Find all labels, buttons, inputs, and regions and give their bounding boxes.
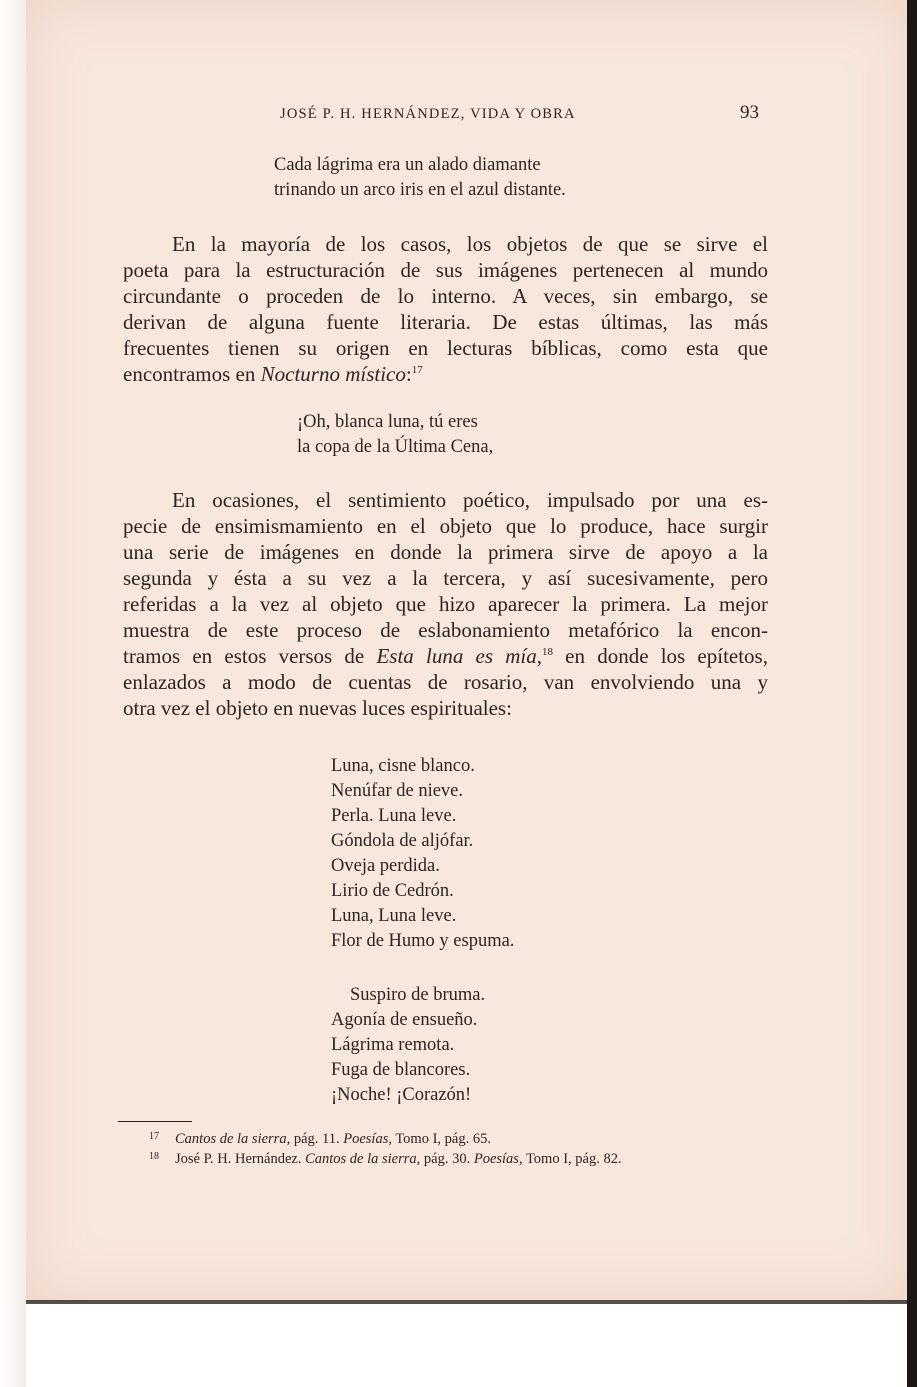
cited-title: Poesías, (343, 1131, 392, 1147)
page-number: 93 (740, 102, 759, 123)
verse-line: trinando un arco iris en el azul distante. (274, 180, 566, 200)
paper-bottom-edge (26, 1300, 911, 1304)
verse-quote-1 (274, 153, 566, 203)
paragraph-line: En ocasiones, el sentimiento poético, impulsado por una es- (172, 488, 768, 512)
scan-margin (0, 0, 26, 1387)
poem-stanza-2 (331, 983, 485, 1108)
paragraph-line: En la mayoría de los casos, los objetos de que se sirve el (172, 232, 768, 256)
paragraph-line: enlazados a modo de cuentas de rosario, van envolviendo una y (123, 670, 768, 694)
cited-title: Nocturno místico (260, 362, 406, 386)
paragraph-line: derivan de alguna fuente literaria. De estas últimas, las más (123, 310, 768, 334)
poem-line: Fuga de blancores. (331, 1060, 471, 1080)
text-run: en donde los epítetos, (552, 644, 768, 668)
poem-line: Lágrima remota. (331, 1035, 455, 1055)
poem-line: Góndola de aljófar. (331, 831, 474, 851)
text-run: pág. 11. (290, 1131, 344, 1147)
footnote-ref-17[interactable]: 17 (411, 364, 423, 376)
scan-right-border (907, 0, 917, 1387)
cited-title: Poesías, (473, 1151, 523, 1167)
poem-line: Luna, cisne blanco. (331, 756, 475, 776)
poem-line: Perla. Luna leve. (331, 806, 457, 826)
verse-line: Cada lágrima era un alado diamante (274, 155, 541, 175)
poem-line: Luna, Luna leve. (331, 906, 457, 926)
poem-line: Oveja perdida. (331, 856, 440, 876)
poem-line: Nenúfar de nieve. (331, 781, 464, 801)
paragraph-line: poeta para la estructuración de sus imágenes pertenecen al mundo (123, 258, 768, 282)
text-run: José P. H. Hernández. (175, 1151, 306, 1167)
verse-quote-2 (297, 410, 493, 460)
poem-line: ¡Noche! ¡Corazón! (331, 1085, 472, 1105)
text-run: pág. 30. (420, 1151, 474, 1167)
cited-title: Esta luna es mía, (376, 644, 542, 668)
text-run: encontramos en (123, 362, 261, 386)
poem-line: Flor de Humo y espuma. (331, 931, 515, 951)
paragraph-2 (123, 487, 768, 721)
footnote-17 (149, 1128, 622, 1148)
verse-line: la copa de la Última Cena, (297, 437, 494, 457)
cited-title: Cantos de la sierra, (305, 1151, 421, 1167)
paragraph-line: frecuentes tienen su origen en lecturas bíblicas, como esta que (123, 336, 768, 360)
paragraph-1 (123, 231, 768, 387)
text-run: tramos en estos versos de (123, 644, 377, 668)
paragraph-line: circundante o proceden de lo interno. A veces, sin embargo, se (123, 284, 768, 308)
paragraph-line (123, 361, 768, 387)
paragraph-line: otra vez el objeto en nuevas luces espirituales: (123, 696, 512, 720)
text-run: Tomo I, pág. 65. (391, 1131, 491, 1147)
paragraph-line: una serie de imágenes en donde la primera sirve de apoyo a la (123, 540, 768, 564)
text-run: Tomo I, pág. 82. (522, 1151, 622, 1167)
footnote-ref-18[interactable]: 18 (541, 646, 553, 658)
text-run: : (405, 362, 412, 386)
footnote-18 (149, 1148, 622, 1168)
poem-stanza-1 (331, 754, 514, 954)
poem-line: Agonía de ensueño. (331, 1010, 478, 1030)
running-title: JOSÉ P. H. HERNÁNDEZ, VIDA Y OBRA (280, 106, 576, 122)
paragraph-line (123, 643, 768, 669)
paragraph-line: referidas a la vez al objeto que hizo aparecer la primera. La mejor (123, 592, 768, 616)
paragraph-line: segunda y ésta a su vez a la tercera, y así sucesivamente, pero (123, 566, 768, 590)
footnotes (149, 1128, 622, 1168)
poem-line: Suspiro de bruma. (350, 985, 486, 1005)
footnote-divider (118, 1121, 192, 1122)
cited-title: Cantos de la sierra, (175, 1131, 291, 1147)
verse-line: ¡Oh, blanca luna, tú eres (297, 412, 478, 432)
paragraph-line: pecie de ensimismamiento en el objeto que lo produce, hace surgir (123, 514, 768, 538)
poem-line: Lirio de Cedrón. (331, 881, 454, 901)
footnote-number: 18 (149, 1151, 159, 1162)
paragraph-line: muestra de este proceso de eslabonamiento metafórico la encon- (123, 618, 768, 642)
footnote-number: 17 (149, 1131, 159, 1142)
